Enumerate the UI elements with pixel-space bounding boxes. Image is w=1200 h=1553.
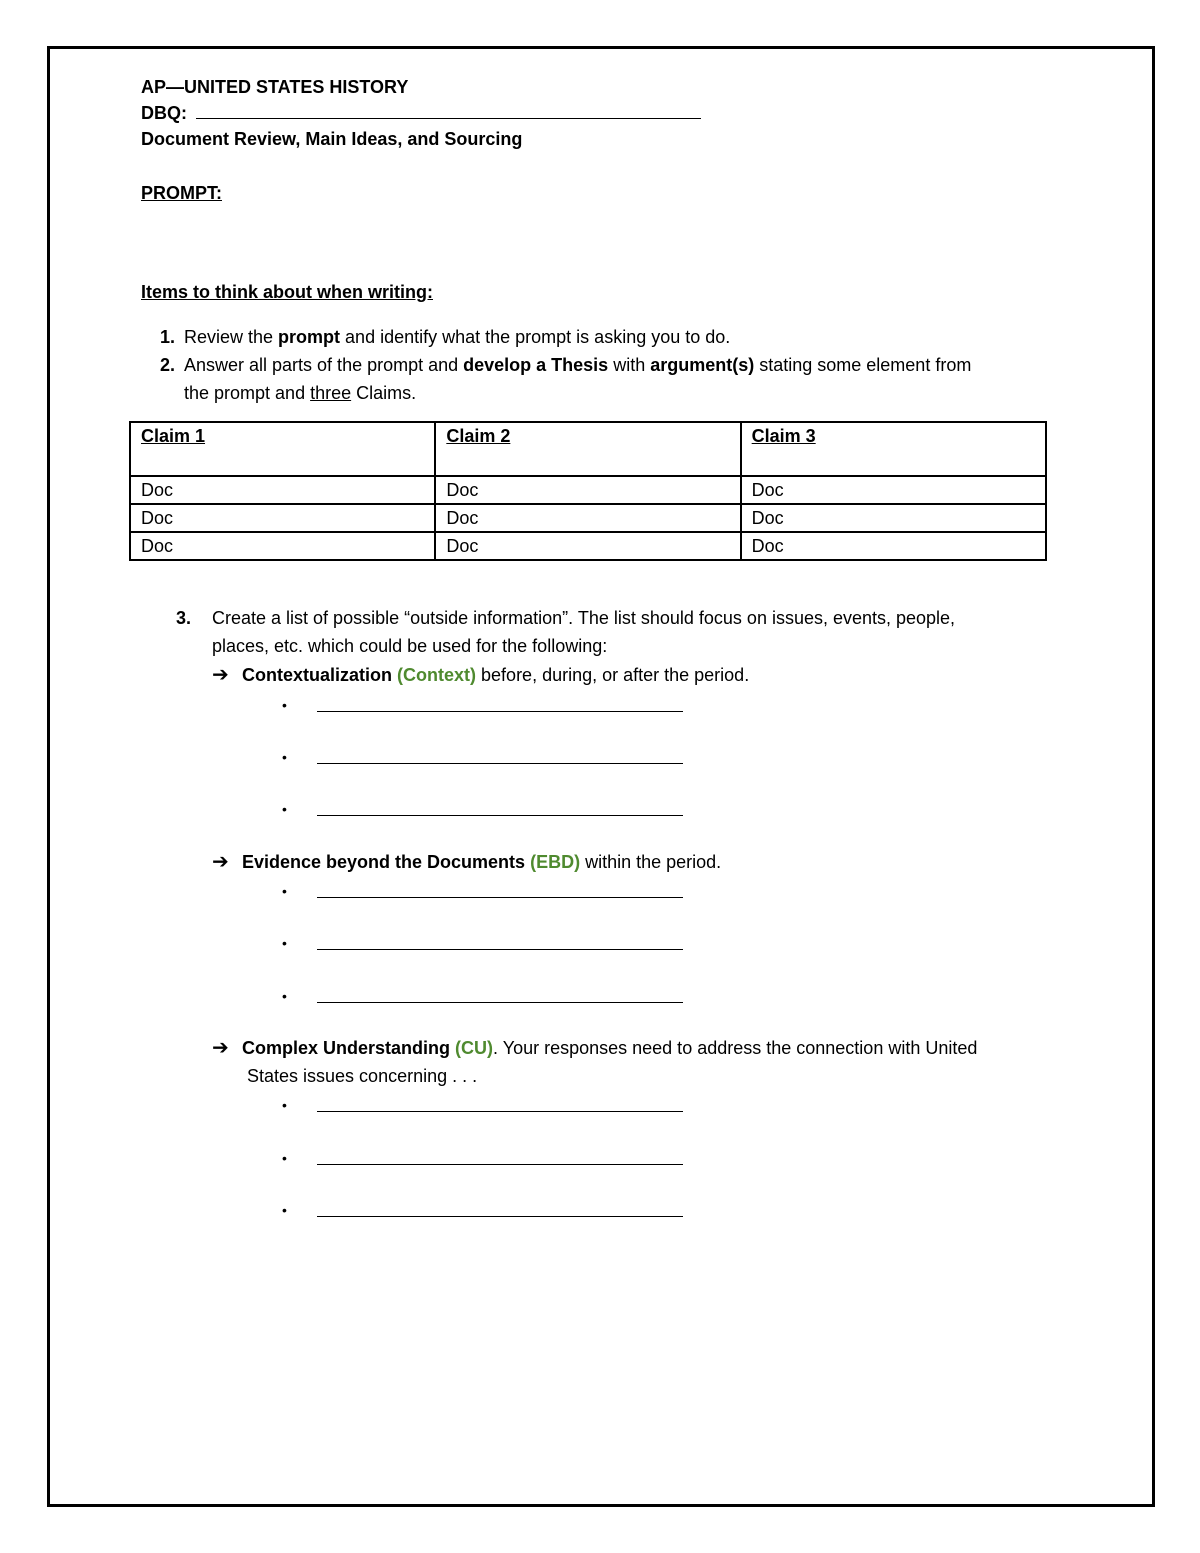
item-1-bold-prompt: prompt [278, 327, 341, 347]
item-2-bold-argument: argument(s) [650, 355, 755, 375]
claims-table [129, 421, 1047, 561]
context-blank-1[interactable] [317, 711, 683, 712]
item-2-underline-three: three [310, 383, 352, 403]
cu-rest: . Your responses need to address the connection with United [493, 1038, 978, 1058]
context-bold: Contextualization [242, 665, 393, 685]
claim-3-header[interactable]: Claim 3 [741, 422, 1046, 476]
cu-blank-1[interactable] [317, 1111, 683, 1112]
item-1 [160, 326, 730, 348]
doc-cell[interactable]: Doc [130, 532, 435, 560]
item-3-number: 3. [176, 608, 192, 628]
dbq-blank[interactable] [196, 102, 701, 119]
context-blank-3[interactable] [317, 815, 683, 816]
claim-1-header[interactable]: Claim 1 [130, 422, 435, 476]
bullet-icon: • [282, 749, 287, 765]
item-1-text-a: Review the [184, 327, 279, 347]
item-3-continued: places, etc. which could be used for the following: [212, 636, 608, 656]
doc-cell[interactable]: Doc [130, 476, 435, 504]
items-heading: Items to think about when writing: [141, 282, 433, 302]
table-row [130, 476, 1046, 504]
doc-cell[interactable]: Doc [435, 504, 740, 532]
ebd-tag: (EBD) [530, 852, 581, 872]
ebd-blank-3[interactable] [317, 1002, 683, 1003]
arrow-right-icon: ➔ [212, 851, 229, 873]
claim-2-header[interactable]: Claim 2 [435, 422, 740, 476]
cu-heading [212, 1037, 977, 1059]
cu-bold: Complex Understanding [242, 1038, 451, 1058]
bullet-icon: • [282, 801, 287, 817]
item-2-text-a: Answer all parts of the prompt and [184, 355, 464, 375]
doc-cell[interactable]: Doc [741, 504, 1046, 532]
table-row [130, 532, 1046, 560]
item-2-text-c: stating some element from [754, 355, 972, 375]
doc-cell[interactable]: Doc [741, 476, 1046, 504]
item-2 [160, 354, 971, 376]
item-3-text-a: Create a list of possible “outside information”. The list should focus on issues, events, people, [212, 608, 956, 628]
context-blank-2[interactable] [317, 763, 683, 764]
cu-blank-3[interactable] [317, 1216, 683, 1217]
item-1-number: 1. [160, 327, 176, 347]
course-title: AP—UNITED STATES HISTORY [141, 77, 409, 97]
ebd-rest: within the period. [580, 852, 722, 872]
bullet-icon: • [282, 883, 287, 899]
ebd-heading [212, 851, 721, 873]
ebd-blank-2[interactable] [317, 949, 683, 950]
claims-header-row [130, 422, 1046, 476]
item-2-text-d: the prompt and [184, 383, 311, 403]
page-border [47, 46, 1155, 1507]
table-row [130, 504, 1046, 532]
cu-continued: States issues concerning . . . [247, 1066, 478, 1086]
arrow-right-icon: ➔ [212, 1037, 229, 1059]
dbq-line [141, 102, 701, 124]
item-1-text-b: and identify what the prompt is asking you to do. [340, 327, 731, 347]
arrow-right-icon: ➔ [212, 664, 229, 686]
cu-blank-2[interactable] [317, 1164, 683, 1165]
item-2-text-b: with [608, 355, 651, 375]
ebd-blank-1[interactable] [317, 897, 683, 898]
bullet-icon: • [282, 988, 287, 1004]
dbq-label: DBQ: [141, 103, 187, 123]
item-2-continued [184, 382, 416, 404]
bullet-icon: • [282, 1150, 287, 1166]
context-tag: (Context) [397, 665, 477, 685]
bullet-icon: • [282, 697, 287, 713]
subtitle: Document Review, Main Ideas, and Sourcing [141, 129, 523, 149]
bullet-icon: • [282, 1202, 287, 1218]
context-rest: before, during, or after the period. [476, 665, 750, 685]
doc-cell[interactable]: Doc [435, 476, 740, 504]
ebd-bold: Evidence beyond the Documents [242, 852, 526, 872]
context-heading [212, 664, 749, 686]
doc-cell[interactable]: Doc [435, 532, 740, 560]
item-2-number: 2. [160, 355, 176, 375]
doc-cell[interactable]: Doc [741, 532, 1046, 560]
bullet-icon: • [282, 935, 287, 951]
item-2-text-e: Claims. [351, 383, 417, 403]
prompt-label: PROMPT: [141, 183, 222, 203]
doc-cell[interactable]: Doc [130, 504, 435, 532]
item-2-bold-thesis: develop a Thesis [463, 355, 609, 375]
bullet-icon: • [282, 1097, 287, 1113]
cu-tag: (CU) [455, 1038, 494, 1058]
item-3 [176, 607, 955, 629]
